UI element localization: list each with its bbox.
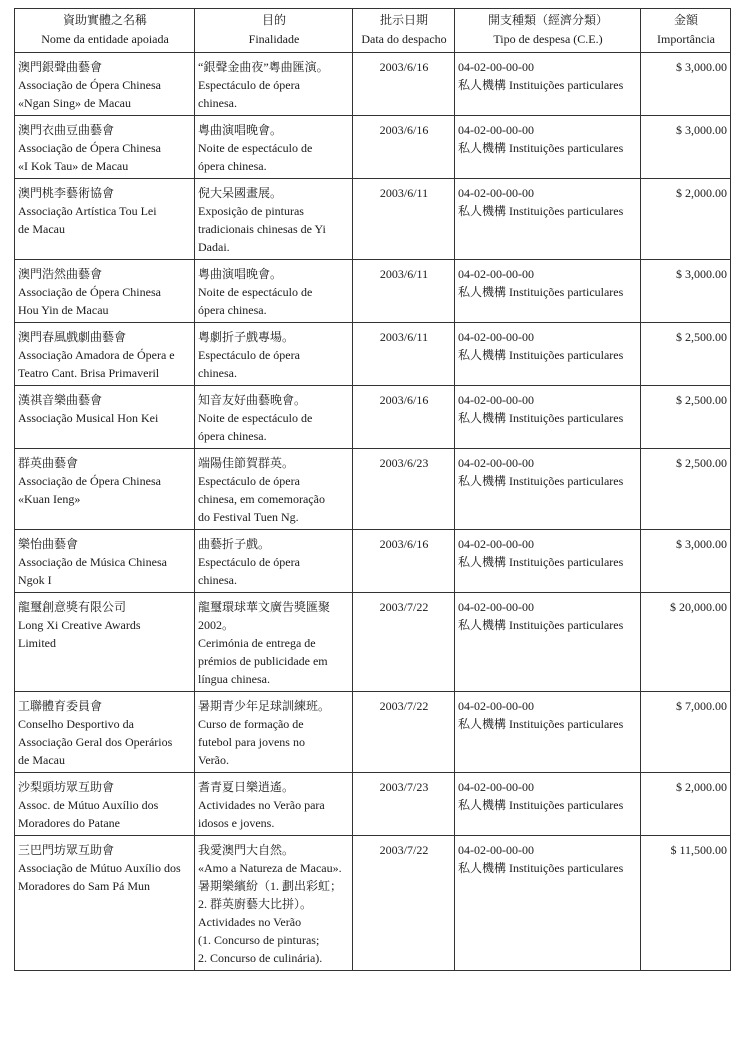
purpose-cell-line: Verão.: [198, 753, 229, 767]
table-row: [15, 260, 731, 323]
purpose-cell-line: Actividades no Verão para: [198, 798, 325, 812]
expense-type-cell-line: 私人機構 Instituições particulares: [458, 717, 624, 731]
header-purpose-pt: Finalidade: [248, 32, 300, 46]
purpose-cell-line: 龍璽環球華文廣告獎匯聚: [198, 600, 331, 614]
dispatch-date-cell: 2003/6/16: [353, 530, 455, 593]
purpose-cell-line: 2002。: [198, 618, 235, 632]
table-row: [15, 323, 731, 386]
entity-name-cell-line: 工聯體育委員會: [18, 699, 103, 713]
expense-type-cell: [455, 179, 641, 260]
dispatch-date-cell: 2003/7/22: [353, 593, 455, 692]
expense-type-cell: [455, 260, 641, 323]
entity-name-cell: [15, 773, 195, 836]
purpose-cell-line: «Amo a Natureza de Macau».: [198, 861, 342, 875]
table-row: [15, 386, 731, 449]
table-row: [15, 530, 731, 593]
purpose-cell-line: (1. Concurso de pinturas;: [198, 933, 320, 947]
purpose-cell: [195, 692, 353, 773]
table-row: [15, 836, 731, 971]
entity-name-cell-line: Limited: [18, 636, 56, 650]
expense-type-cell: [455, 116, 641, 179]
table-body: [15, 53, 731, 971]
purpose-cell-line: chinesa.: [198, 573, 237, 587]
entity-name-cell-line: Hou Yin de Macau: [18, 303, 109, 317]
amount-cell: $ 3,000.00: [641, 530, 731, 593]
purpose-cell: [195, 530, 353, 593]
entity-name-cell: [15, 116, 195, 179]
purpose-cell: [195, 260, 353, 323]
expense-type-cell-line: 私人機構 Instituições particulares: [458, 411, 624, 425]
expense-type-cell-line: 04-02-00-00-00: [458, 537, 534, 551]
entity-name-cell: [15, 530, 195, 593]
purpose-cell-line: idosos e jovens.: [198, 816, 275, 830]
header-entity-name-pt: Nome da entidade apoiada: [41, 32, 169, 46]
header-entity-name: [15, 9, 195, 53]
purpose-cell-line: língua chinesa.: [198, 672, 270, 686]
entity-name-cell-line: 樂怡曲藝會: [18, 537, 79, 551]
expense-type-cell-line: 04-02-00-00-00: [458, 123, 534, 137]
entity-name-cell-line: Associação de Ópera Chinesa: [18, 474, 161, 488]
purpose-cell-line: prémios de publicidade em: [198, 654, 328, 668]
purpose-cell-line: 2. 群英廚藝大比拼）。: [198, 897, 313, 911]
amount-cell: $ 20,000.00: [641, 593, 731, 692]
entity-name-cell: [15, 386, 195, 449]
expense-type-cell-line: 04-02-00-00-00: [458, 843, 534, 857]
entity-name-cell-line: Associação Amadora de Ópera e: [18, 348, 175, 362]
dispatch-date-cell: 2003/7/22: [353, 692, 455, 773]
entity-name-cell-line: Ngok I: [18, 573, 52, 587]
header-date-pt: Data do despacho: [361, 32, 447, 46]
entity-name-cell-line: 三巴門坊眾互助會: [18, 843, 115, 857]
purpose-cell: [195, 386, 353, 449]
purpose-cell-line: futebol para jovens no: [198, 735, 305, 749]
expense-type-cell-line: 私人機構 Instituições particulares: [458, 285, 624, 299]
entity-name-cell-line: Long Xi Creative Awards: [18, 618, 141, 632]
expense-type-cell: [455, 53, 641, 116]
dispatch-date-cell: 2003/6/11: [353, 260, 455, 323]
dispatch-date-cell: 2003/7/23: [353, 773, 455, 836]
purpose-cell-line: ópera chinesa.: [198, 159, 267, 173]
entity-name-cell-line: Moradores do Patane: [18, 816, 120, 830]
expense-type-cell: [455, 449, 641, 530]
entity-name-cell-line: Associação de Música Chinesa: [18, 555, 167, 569]
expense-type-cell-line: 04-02-00-00-00: [458, 186, 534, 200]
purpose-cell-line: “銀聲金曲夜”粵曲匯演。: [198, 60, 329, 74]
entity-name-cell: [15, 323, 195, 386]
amount-cell: $ 2,500.00: [641, 386, 731, 449]
purpose-cell: [195, 836, 353, 971]
entity-name-cell-line: 群英曲藝會: [18, 456, 79, 470]
amount-cell: $ 11,500.00: [641, 836, 731, 971]
header-purpose: [195, 9, 353, 53]
purpose-cell-line: 粵劇折子戲專場。: [198, 330, 295, 344]
amount-cell: $ 2,000.00: [641, 773, 731, 836]
purpose-cell-line: Noite de espectáculo de: [198, 141, 313, 155]
expense-type-cell-line: 私人機構 Instituições particulares: [458, 78, 624, 92]
entity-name-cell-line: «Kuan Ieng»: [18, 492, 81, 506]
purpose-cell: [195, 449, 353, 530]
purpose-cell-line: 暑期樂繽紛（1. 劃出彩虹；: [198, 879, 343, 893]
purpose-cell-line: do Festival Tuen Ng.: [198, 510, 299, 524]
header-expense-type-pt: Tipo de despesa (C.E.): [493, 32, 603, 46]
entity-name-cell-line: Assoc. de Mútuo Auxílio dos: [18, 798, 159, 812]
purpose-cell: [195, 323, 353, 386]
table-row: [15, 773, 731, 836]
purpose-cell-line: Curso de formação de: [198, 717, 304, 731]
entity-name-cell-line: 漢祺音樂曲藝會: [18, 393, 103, 407]
amount-cell: $ 3,000.00: [641, 116, 731, 179]
entity-name-cell: [15, 449, 195, 530]
entity-name-cell-line: Associação de Ópera Chinesa: [18, 78, 161, 92]
expense-type-cell-line: 04-02-00-00-00: [458, 267, 534, 281]
purpose-cell: [195, 593, 353, 692]
dispatch-date-cell: 2003/7/22: [353, 836, 455, 971]
amount-cell: $ 3,000.00: [641, 53, 731, 116]
entity-name-cell-line: 龍璽創意獎有限公司: [18, 600, 127, 614]
table-row: [15, 692, 731, 773]
purpose-cell: [195, 773, 353, 836]
table-row: [15, 593, 731, 692]
purpose-cell-line: tradicionais chinesas de Yi: [198, 222, 326, 236]
entity-name-cell-line: 澳門浩然曲藝會: [18, 267, 103, 281]
purpose-cell-line: 暑期青少年足球訓練班。: [198, 699, 331, 713]
purpose-cell-line: 端陽佳節賀群英。: [198, 456, 295, 470]
purpose-cell-line: chinesa.: [198, 96, 237, 110]
entity-name-cell-line: 澳門銀聲曲藝會: [18, 60, 103, 74]
header-amount-pt: Importância: [657, 32, 715, 46]
expense-type-cell-line: 04-02-00-00-00: [458, 780, 534, 794]
dispatch-date-cell: 2003/6/11: [353, 323, 455, 386]
purpose-cell-line: ópera chinesa.: [198, 429, 267, 443]
dispatch-date-cell: 2003/6/16: [353, 386, 455, 449]
table-header-row: [15, 9, 731, 53]
expense-type-cell: [455, 593, 641, 692]
expense-type-cell-line: 04-02-00-00-00: [458, 330, 534, 344]
entity-name-cell: [15, 593, 195, 692]
purpose-cell-line: 倪大呆國畫展。: [198, 186, 283, 200]
amount-cell: $ 3,000.00: [641, 260, 731, 323]
amount-cell: $ 2,000.00: [641, 179, 731, 260]
expense-type-cell-line: 04-02-00-00-00: [458, 60, 534, 74]
entity-name-cell-line: 澳門春風戲劇曲藝會: [18, 330, 127, 344]
header-expense-type: [455, 9, 641, 53]
dispatch-date-cell: 2003/6/16: [353, 53, 455, 116]
entity-name-cell: [15, 260, 195, 323]
expense-type-cell-line: 04-02-00-00-00: [458, 699, 534, 713]
dispatch-date-cell: 2003/6/16: [353, 116, 455, 179]
purpose-cell: [195, 179, 353, 260]
entity-name-cell-line: Associação de Ópera Chinesa: [18, 141, 161, 155]
expense-type-cell: [455, 773, 641, 836]
entity-name-cell-line: Moradores do Sam Pá Mun: [18, 879, 150, 893]
expense-type-cell-line: 私人機構 Instituições particulares: [458, 618, 624, 632]
entity-name-cell-line: Associação de Mútuo Auxílio dos: [18, 861, 181, 875]
expense-type-cell-line: 私人機構 Instituições particulares: [458, 798, 624, 812]
expense-type-cell: [455, 386, 641, 449]
purpose-cell-line: 粵曲演唱晚會。: [198, 123, 283, 137]
dispatch-date-cell: 2003/6/23: [353, 449, 455, 530]
subsidy-table: [14, 8, 731, 971]
entity-name-cell-line: 澳門桃李藝術協會: [18, 186, 115, 200]
entity-name-cell-line: Associação Geral dos Operários: [18, 735, 173, 749]
entity-name-cell-line: de Macau: [18, 222, 65, 236]
entity-name-cell-line: de Macau: [18, 753, 65, 767]
purpose-cell-line: Dadai.: [198, 240, 230, 254]
purpose-cell: [195, 116, 353, 179]
expense-type-cell: [455, 692, 641, 773]
header-purpose-zh: 目的: [261, 13, 286, 27]
dispatch-date-cell: 2003/6/11: [353, 179, 455, 260]
table-row: [15, 116, 731, 179]
expense-type-cell: [455, 836, 641, 971]
purpose-cell-line: 粵曲演唱晚會。: [198, 267, 283, 281]
purpose-cell-line: 我愛澳門大自然。: [198, 843, 295, 857]
expense-type-cell-line: 私人機構 Instituições particulares: [458, 861, 624, 875]
purpose-cell-line: Espectáculo de ópera: [198, 555, 300, 569]
purpose-cell-line: Espectáculo de ópera: [198, 78, 300, 92]
header-amount-zh: 金額: [673, 13, 698, 27]
purpose-cell-line: Espectáculo de ópera: [198, 474, 300, 488]
table-row: [15, 53, 731, 116]
purpose-cell-line: chinesa.: [198, 366, 237, 380]
amount-cell: $ 7,000.00: [641, 692, 731, 773]
expense-type-cell-line: 私人機構 Instituições particulares: [458, 474, 624, 488]
entity-name-cell-line: Associação Musical Hon Kei: [18, 411, 159, 425]
expense-type-cell: [455, 323, 641, 386]
expense-type-cell-line: 04-02-00-00-00: [458, 393, 534, 407]
entity-name-cell: [15, 179, 195, 260]
purpose-cell-line: 耆青夏日樂逍遙。: [198, 780, 295, 794]
purpose-cell-line: Noite de espectáculo de: [198, 285, 313, 299]
entity-name-cell-line: Teatro Cant. Brisa Primaveril: [18, 366, 160, 380]
purpose-cell-line: 知音友好曲藝晚會。: [198, 393, 307, 407]
entity-name-cell-line: Associação Artística Tou Lei: [18, 204, 157, 218]
entity-name-cell-line: 澳門衣曲豆曲藝會: [18, 123, 115, 137]
entity-name-cell-line: «I Kok Tau» de Macau: [18, 159, 129, 173]
purpose-cell-line: Actividades no Verão: [198, 915, 302, 929]
header-date-zh: 批示日期: [379, 13, 428, 27]
purpose-cell-line: Noite de espectáculo de: [198, 411, 313, 425]
amount-cell: $ 2,500.00: [641, 323, 731, 386]
expense-type-cell-line: 私人機構 Instituições particulares: [458, 141, 624, 155]
entity-name-cell: [15, 53, 195, 116]
purpose-cell-line: Exposição de pinturas: [198, 204, 304, 218]
amount-cell: $ 2,500.00: [641, 449, 731, 530]
purpose-cell: [195, 53, 353, 116]
purpose-cell-line: Espectáculo de ópera: [198, 348, 300, 362]
purpose-cell-line: Cerimónia de entrega de: [198, 636, 316, 650]
expense-type-cell: [455, 530, 641, 593]
header-expense-type-zh: 開支種類（經濟分類）: [487, 13, 608, 27]
purpose-cell-line: chinesa, em comemoração: [198, 492, 325, 506]
header-amount: [641, 9, 731, 53]
purpose-cell-line: ópera chinesa.: [198, 303, 267, 317]
entity-name-cell-line: «Ngan Sing» de Macau: [18, 96, 131, 110]
expense-type-cell-line: 04-02-00-00-00: [458, 600, 534, 614]
purpose-cell-line: 曲藝折子戲。: [198, 537, 271, 551]
header-date: [353, 9, 455, 53]
table-row: [15, 179, 731, 260]
entity-name-cell-line: 沙梨頭坊眾互助會: [18, 780, 115, 794]
entity-name-cell: [15, 836, 195, 971]
header-entity-name-zh: 資助實體之名稱: [62, 13, 147, 27]
entity-name-cell-line: Associação de Ópera Chinesa: [18, 285, 161, 299]
expense-type-cell-line: 04-02-00-00-00: [458, 456, 534, 470]
expense-type-cell-line: 私人機構 Instituições particulares: [458, 348, 624, 362]
table-row: [15, 449, 731, 530]
entity-name-cell-line: Conselho Desportivo da: [18, 717, 134, 731]
purpose-cell-line: 2. Concurso de culinária).: [198, 951, 323, 965]
expense-type-cell-line: 私人機構 Instituições particulares: [458, 204, 624, 218]
entity-name-cell: [15, 692, 195, 773]
expense-type-cell-line: 私人機構 Instituições particulares: [458, 555, 624, 569]
